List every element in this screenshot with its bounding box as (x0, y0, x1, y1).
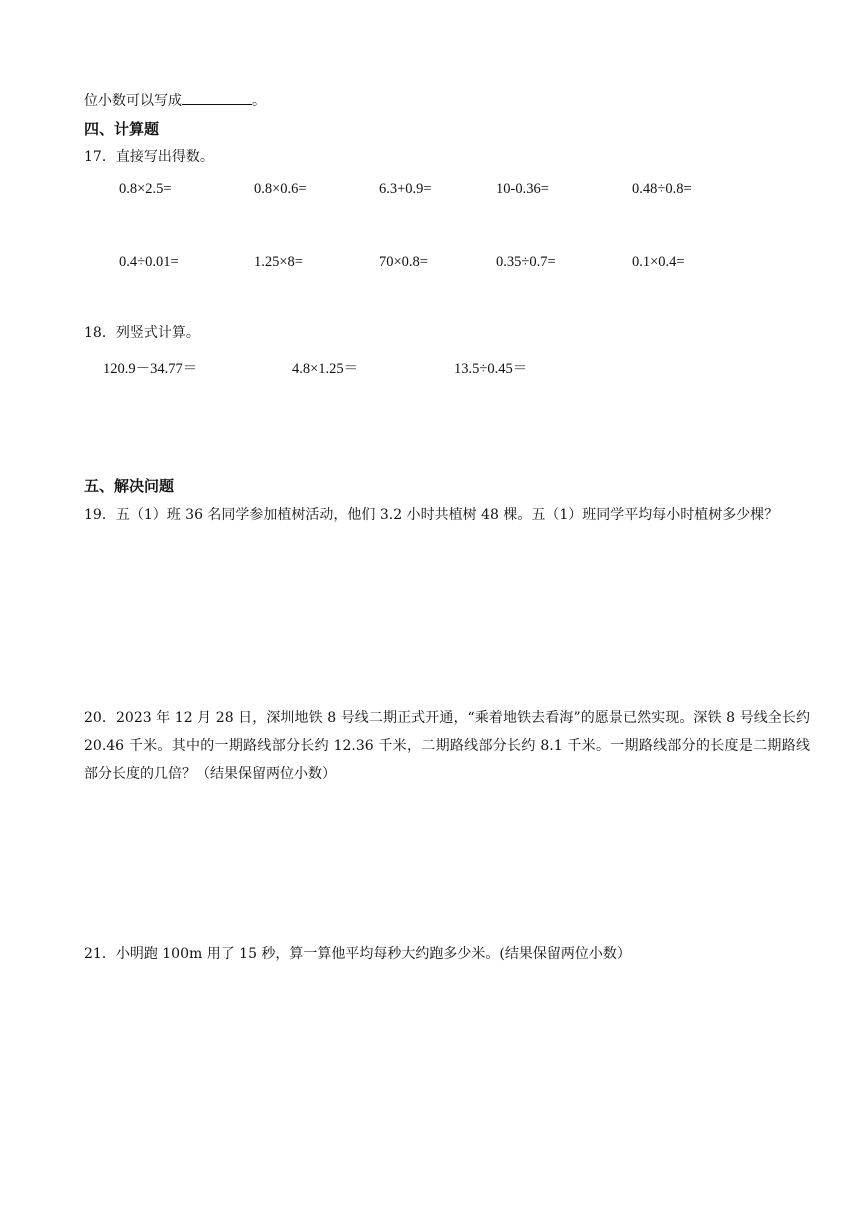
q18-item: 120.9－34.77＝ (103, 361, 198, 377)
q18-item: 4.8×1.25＝ (292, 361, 359, 377)
q18-label: 18．列竖式计算。 (84, 325, 200, 341)
section-title-calculation: 四、计算题 (84, 120, 160, 138)
q17-item: 0.1×0.4= (632, 254, 685, 270)
q17-item: 70×0.8= (379, 254, 428, 270)
q18-item: 13.5÷0.45＝ (454, 361, 528, 377)
q17-item: 1.25×8= (254, 254, 303, 270)
prev-question-tail (84, 90, 266, 111)
section-title-problem-solving: 五、解决问题 (84, 477, 175, 495)
q17-label: 17．直接写出得数。 (84, 149, 214, 165)
q17-item: 10-0.36= (496, 181, 549, 197)
q17-item: 0.4÷0.01= (119, 254, 179, 270)
q21-text: 21．小明跑 100m 用了 15 秒，算一算他平均每秒大约跑多少米。(结果保留两位小数） (84, 946, 631, 962)
answer-blank (182, 90, 252, 105)
q19-text: 19．五（1）班 36 名同学参加植树活动，他们 3.2 小时共植树 48 棵。五（1）班同学平均每小时植树多少棵？ (84, 507, 779, 523)
prev-text-after: 。 (252, 93, 266, 109)
q17-item: 0.35÷0.7= (496, 254, 556, 270)
q20-text: 20．2023 年 12 月 28 日，深圳地铁 8 号线二期正式开通，“乘着地铁去看海”的愿景已然实现。深铁 8 号线全长约 20.46 千米。其中的一期路线部分长约 12.36 千米，二期路线部分长约 8.1 千米。一期路线部分的长度是二期路线部分长度的几倍？（结果保留两位小数） (84, 710, 810, 782)
q17-item: 0.48÷0.8= (632, 181, 692, 197)
q17-item: 0.8×2.5= (119, 181, 172, 197)
prev-text-before: 位小数可以写成 (84, 93, 182, 109)
q17-item: 0.8×0.6= (254, 181, 307, 197)
q17-item: 6.3+0.9= (379, 181, 432, 197)
